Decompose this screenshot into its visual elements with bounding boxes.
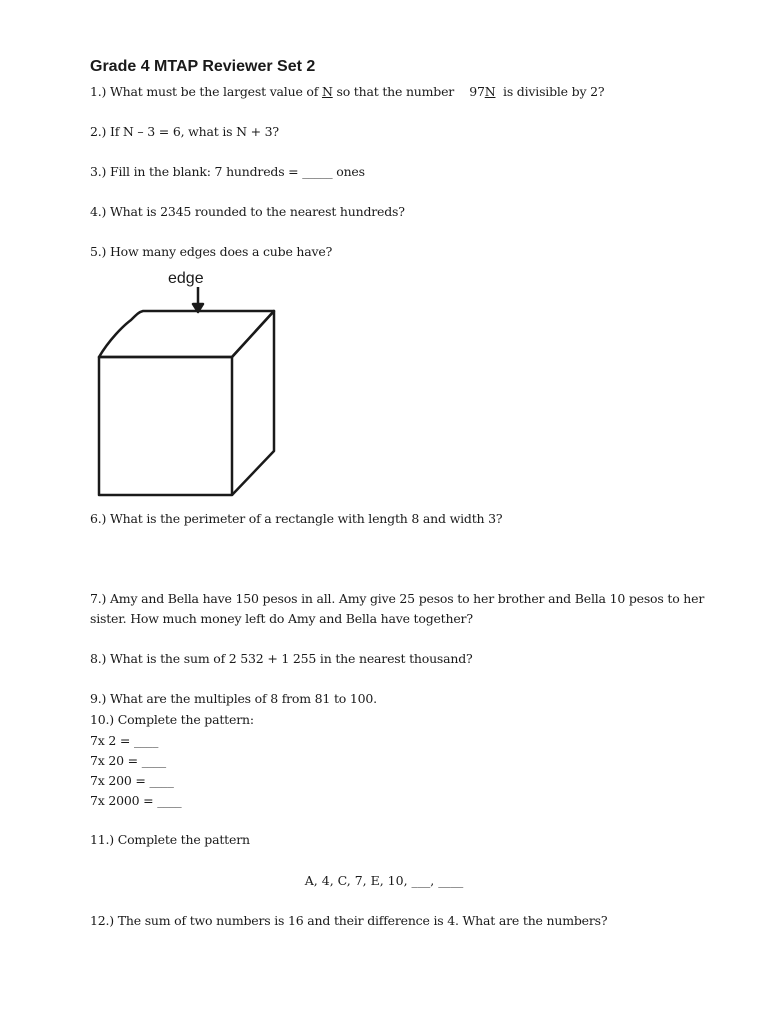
question-1-number-variable: N: [484, 84, 496, 99]
question-3: 3.) Fill in the blank: 7 hundreds = _____ ones: [90, 164, 365, 179]
cube-diagram: [95, 268, 285, 500]
cube-top-face: [99, 311, 274, 357]
cube-side-face: [232, 311, 274, 495]
question-7-line-2: sister. How much money left do Amy and Bella have together?: [90, 611, 473, 626]
question-1-text-mid: so that the number: [332, 84, 458, 99]
question-12: 12.) The sum of two numbers is 16 and their difference is 4. What are the numbers?: [90, 913, 608, 928]
question-1-text: 1.) What must be the largest value of: [90, 84, 322, 99]
question-2: 2.) If N – 3 = 6, what is N + 3?: [90, 124, 279, 139]
question-11-pattern: A, 4, C, 7, E, 10, ___, ____: [304, 873, 464, 888]
edge-label: edge: [168, 270, 204, 287]
pattern-line-1: 7x 2 = ____: [90, 733, 159, 748]
question-8: 8.) What is the sum of 2 532 + 1 255 in the nearest thousand?: [90, 651, 473, 666]
question-6: 6.) What is the perimeter of a rectangle with length 8 and width 3?: [90, 511, 503, 526]
question-7-line-1: 7.) Amy and Bella have 150 pesos in all. Amy give 25 pesos to her brother and Bella 10 pesos to her: [90, 591, 705, 606]
question-1-variable: N: [321, 84, 333, 99]
question-9: 9.) What are the multiples of 8 from 81 to 100.: [90, 691, 377, 706]
cube-front-face: [99, 357, 232, 495]
question-10-title: 10.) Complete the pattern:: [90, 712, 254, 727]
pattern-line-4: 7x 2000 = ____: [90, 793, 182, 808]
pattern-line-2: 7x 20 = ____: [90, 753, 166, 768]
question-1-number: 97: [469, 84, 485, 99]
question-1: [90, 84, 604, 99]
pattern-line-3: 7x 200 = ____: [90, 773, 174, 788]
question-4: 4.) What is 2345 rounded to the nearest hundreds?: [90, 204, 405, 219]
question-1-text-end: is divisible by 2?: [499, 84, 605, 99]
question-5: 5.) How many edges does a cube have?: [90, 244, 333, 259]
question-11-title: 11.) Complete the pattern: [90, 832, 250, 847]
page-title: Grade 4 MTAP Reviewer Set 2: [90, 58, 316, 75]
